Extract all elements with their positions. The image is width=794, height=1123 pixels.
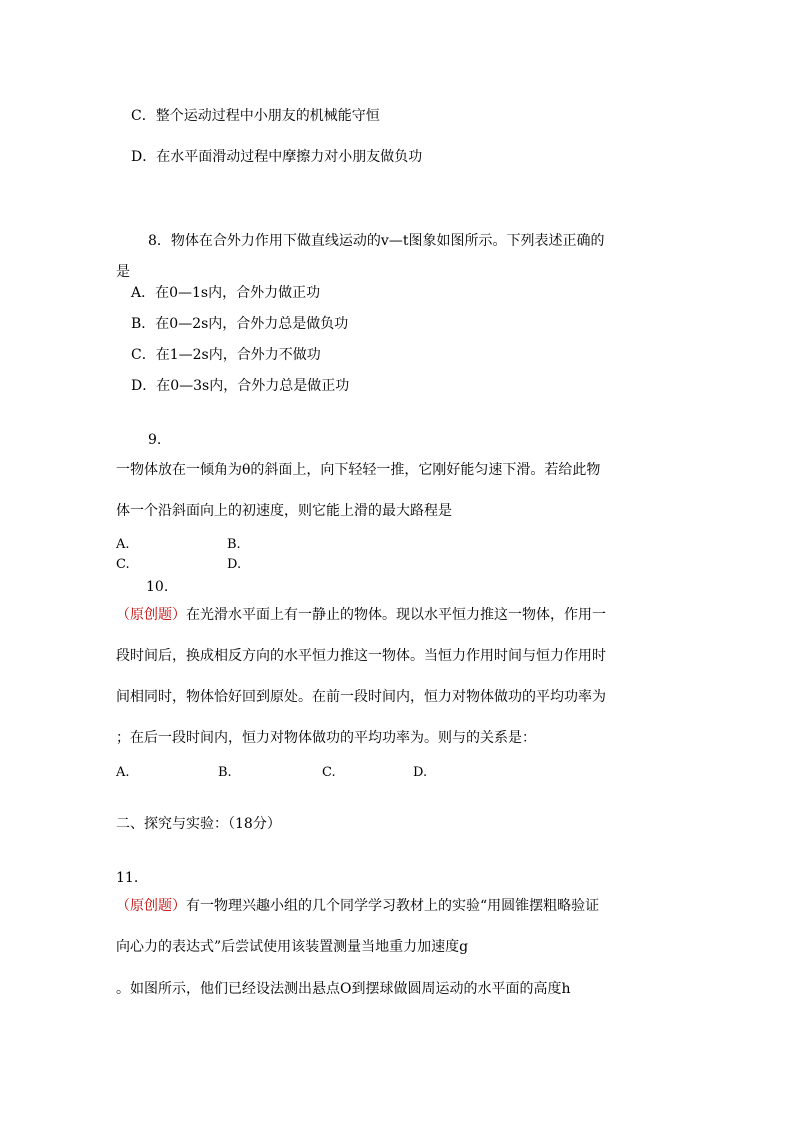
q10-option-d: D.: [413, 765, 428, 780]
q8-option-a: A．在0—1s内，合外力做正功: [131, 285, 321, 301]
section-heading-experiment: 二、探究与实验：（18分）: [116, 816, 281, 832]
q10-number: 10.: [146, 579, 169, 595]
q9-stem-line-1: 一物体放在一倾角为θ的斜面上，向下轻轻一推，它刚好能匀速下滑。若给此物: [116, 462, 601, 478]
q11-stem-line-3: 。如图所示，他们已经设法测出悬点O到摆球做圆周运动的水平面的高度h: [116, 981, 571, 997]
q11-original-tag: （原创题）: [116, 898, 186, 914]
q9-option-d: D.: [227, 557, 242, 572]
q8-stem-line-2: 是: [116, 264, 130, 280]
q10-option-c: C.: [322, 765, 336, 780]
q11-stem-line-1: [116, 897, 599, 915]
q9-option-b: B.: [227, 537, 241, 552]
q8-option-d: D．在0—3s内，合外力总是做正功: [131, 378, 350, 394]
q8-stem-line-1: 8．物体在合外力作用下做直线运动的v—t图象如图所示。下列表述正确的: [148, 233, 605, 249]
q10-stem-line-3: 间相同时，物体恰好回到原处。在前一段时间内，恒力对物体做功的平均功率为: [116, 689, 606, 705]
q8-option-c: C．在1—2s内，合外力不做功: [131, 347, 321, 363]
q10-option-a: A.: [116, 765, 130, 780]
q10-original-tag: （原创题）: [116, 607, 186, 623]
q9-option-a: A.: [116, 537, 130, 552]
q10-stem-line-2: 段时间后，换成相反方向的水平恒力推这一物体。当恒力作用时间与恒力作用时: [116, 648, 606, 664]
q9-stem-line-2: 体一个沿斜面向上的初速度，则它能上滑的最大路程是: [116, 503, 452, 519]
q11-stem-text-1: 有一物理兴趣小组的几个同学学习教材上的实验“用圆锥摆粗略验证: [186, 898, 600, 914]
q9-number: 9.: [148, 432, 162, 448]
q8-option-b: B．在0—2s内，合外力总是做负功: [131, 316, 349, 332]
q10-stem-text-1: 在光滑水平面上有一静止的物体。现以水平恒力推这一物体，作用一: [186, 607, 606, 623]
q7-option-d: D．在水平面滑动过程中摩擦力对小朋友做负功: [131, 149, 423, 165]
q10-stem-line-4: ；在后一段时间内，恒力对物体做功的平均功率为。则与的关系是：: [116, 730, 536, 746]
q7-option-c: C．整个运动过程中小朋友的机械能守恒: [131, 108, 380, 124]
q9-option-c: C.: [116, 557, 130, 572]
q11-stem-line-2: 向心力的表达式”后尝试使用该装置测量当地重力加速度g: [116, 939, 469, 955]
q10-option-b: B.: [218, 765, 232, 780]
q11-number: 11.: [116, 870, 139, 886]
q10-stem-line-1: [116, 606, 606, 624]
